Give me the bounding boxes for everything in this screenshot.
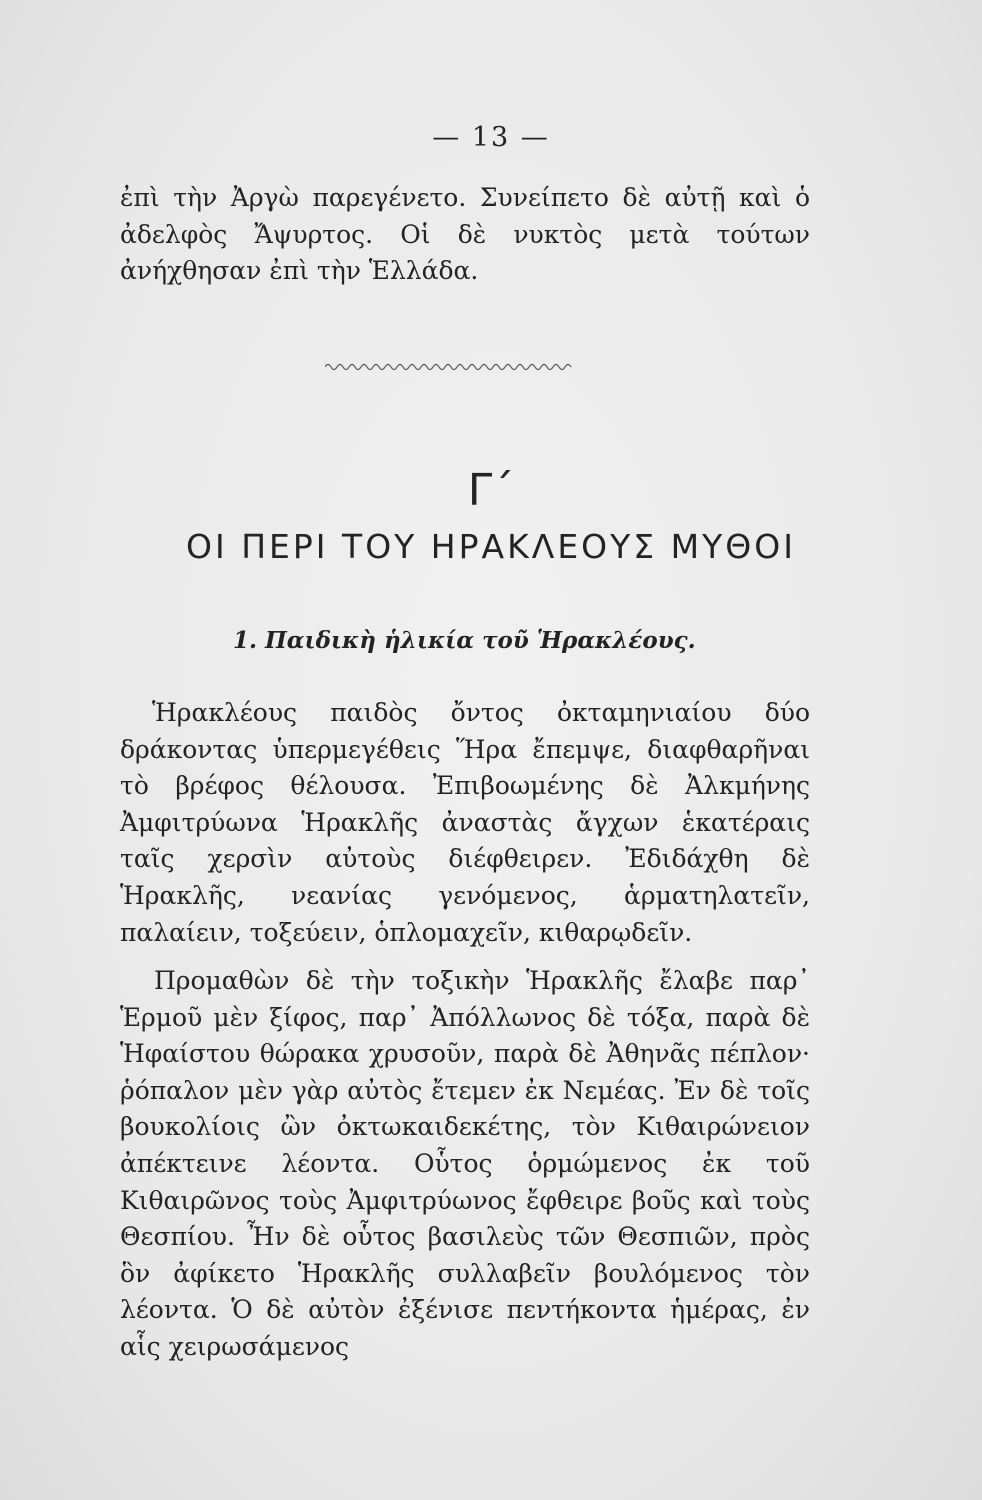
body-paragraph-1	[120, 695, 810, 951]
continuation-paragraph: ἐπὶ τὴν Ἀργὼ παρεγένετο. Συνείπετο δὲ αὐτῇ καὶ ὁ ἀδελφὸς Ἄψυρτος. Οἱ δὲ νυκτὸς μετὰ τούτων ἀνήχθησαν ἐπὶ τὴν Ἑλλάδα.	[120, 183, 810, 286]
paragraph-text: Ἡρακλέους παιδὸς ὄντος ὀκταμηνιαίου δύο δράκοντας ὑπερμεγέθεις Ἥρα ἔπεμψε, διαφθαρῆναι τὸ βρέφος θέλουσα. Ἐπιβοωμένης δὲ Ἀλκμήνης Ἀμφιτρύωνα Ἡρακλῆς ἀναστὰς ἄγχων ἑκατέραις ταῖς χερσὶν αὐτοὺς διέφθειρεν. Ἐδιδάχθη δὲ Ἡρακλῆς, νεανίας γενόμενος, ἁρματηλατεῖν, παλαίειν, τοξεύειν, ὁπλομαχεῖν, κιθαρῳδεῖν.	[120, 698, 810, 947]
paragraph-text: Προμαθὼν δὲ τὴν τοξικὴν Ἡρακλῆς ἔλαβε παρ᾽ Ἑρμοῦ μὲν ξίφος, παρ᾽ Ἀπόλλωνος δὲ τόξα, παρὰ δὲ Ἡφαίστου θώρακα χρυσοῦν, παρὰ δὲ Ἀθηνᾶς πέπλον· ῥόπαλον μὲν γὰρ αὐτὸς ἔτεμεν ἐκ Νεμέας. Ἐν δὲ τοῖς βουκολίοις ὢν ὀκτωκαιδεκέτης, τὸν Κιθαιρώνειον ἀπέκτεινε λέοντα. Οὗτος ὁρμώμενος ἐκ τοῦ Κιθαιρῶνος τοὺς Ἀμφιτρύωνος ἔφθειρε βοῦς καὶ τοὺς Θεσπίου. Ἦν δὲ οὗτος βασιλεὺς τῶν Θεσπιῶν, πρὸς ὃν ἀφίκετο Ἡρακλῆς συλλαβεῖν βουλόμενος τὸν λέοντα. Ὁ δὲ αὐτὸν ἐξένισε πεντήκοντα ἡμέρας, ἐν αἷς χειρωσάμενος	[120, 966, 810, 1361]
chapter-title: ΟΙ ΠΕΡΙ ΤΟΥ ΗΡΑΚΛΕΟΥΣ ΜΥΘΟΙ	[186, 527, 796, 566]
body-paragraph-2	[120, 963, 810, 1366]
page-number: — 13 —	[432, 122, 550, 153]
continuation-text	[120, 180, 810, 290]
section-title: 1. Παιδικὴ ἡλικία τοῦ Ἡρακλέους.	[233, 627, 696, 654]
chapter-number: Γ΄	[467, 465, 515, 516]
wavy-divider	[325, 360, 575, 374]
